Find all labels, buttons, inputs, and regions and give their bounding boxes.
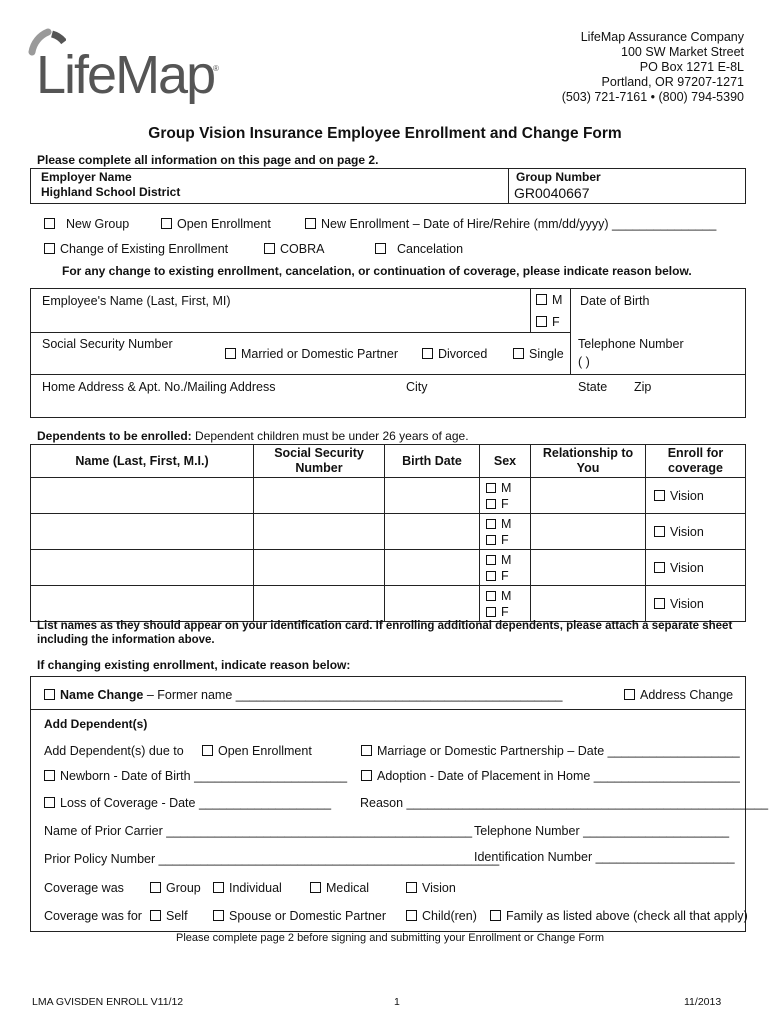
add-due-to-label: Add Dependent(s) due to <box>44 744 184 758</box>
adoption-checkbox[interactable] <box>361 770 372 781</box>
dependents-header-row <box>31 445 746 478</box>
vision-checkbox[interactable] <box>654 526 665 537</box>
company-name: LifeMap Assurance Company <box>580 30 744 44</box>
coverage-self-checkbox[interactable] <box>150 910 161 921</box>
change-existing-option[interactable]: Change of Existing Enrollment <box>44 242 228 256</box>
vision-checkbox[interactable] <box>654 598 665 609</box>
marriage-checkbox[interactable] <box>361 745 372 756</box>
cobra-option[interactable]: COBRA <box>264 242 324 256</box>
dependent-dob-cell[interactable] <box>385 550 480 586</box>
table-row <box>31 514 746 550</box>
form-title: Group Vision Insurance Employee Enrollment and Change Form <box>148 125 622 142</box>
single-option[interactable]: Single <box>513 347 564 361</box>
new-enrollment-option[interactable]: New Enrollment – Date of Hire/Rehire (mm/dd/yyyy) _______________ <box>305 217 716 231</box>
coverage-group-option[interactable]: Group <box>150 881 201 895</box>
divorced-checkbox[interactable] <box>422 348 433 359</box>
telephone-parens: ( ) <box>578 355 590 369</box>
vision-checkbox[interactable] <box>654 490 665 501</box>
dependent-enroll-cell[interactable]: Vision <box>646 478 746 514</box>
dependent-ssn-cell[interactable] <box>254 514 385 550</box>
dependent-dob-cell[interactable] <box>385 514 480 550</box>
table-row <box>31 550 746 586</box>
coverage-spouse-option[interactable]: Spouse or Domestic Partner <box>213 909 386 923</box>
table-row <box>31 586 746 622</box>
dependent-sex-cell <box>480 586 531 622</box>
open-enrollment-option[interactable]: Open Enrollment <box>161 217 271 231</box>
coverage-self-option[interactable]: Self <box>150 909 188 923</box>
ssn-label: Social Security Number <box>42 337 173 351</box>
employee-sex-m[interactable]: M <box>536 293 562 307</box>
coverage-for-label: Coverage was for <box>44 909 142 923</box>
page-number: 1 <box>394 996 400 1008</box>
coverage-group-checkbox[interactable] <box>150 882 161 893</box>
dependent-enroll-cell[interactable]: Vision <box>646 550 746 586</box>
prior-carrier-field[interactable]: Name of Prior Carrier ____________________________________________ <box>44 824 473 838</box>
add-dependents-heading: Add Dependent(s) <box>44 717 148 731</box>
dependent-enroll-cell[interactable]: Vision <box>646 586 746 622</box>
address-change-option[interactable]: Address Change <box>624 688 733 702</box>
dependent-name-cell[interactable] <box>31 514 254 550</box>
coverage-family-checkbox[interactable] <box>490 910 501 921</box>
open-enrollment-checkbox[interactable] <box>161 218 172 229</box>
cobra-checkbox[interactable] <box>264 243 275 254</box>
complete-page2-note: Please complete page 2 before signing and submitting your Enrollment or Change Form <box>175 932 605 944</box>
add-open-enrollment-option[interactable]: Open Enrollment <box>202 744 312 758</box>
col-enroll: Enroll for coverage <box>646 445 746 478</box>
form-date: 11/2013 <box>684 996 722 1008</box>
dependent-relationship-cell[interactable] <box>531 478 646 514</box>
company-address <box>562 30 744 105</box>
change-heading: If changing existing enrollment, indicate reason below: <box>37 658 351 672</box>
coverage-individual-checkbox[interactable] <box>213 882 224 893</box>
single-checkbox[interactable] <box>513 348 524 359</box>
form-id: LMA GVISDEN ENROLL V11/12 <box>32 996 184 1008</box>
dependent-m-checkbox[interactable] <box>486 483 496 493</box>
coverage-medical-option[interactable]: Medical <box>310 881 369 895</box>
col-name: Name (Last, First, M.I.) <box>31 445 254 478</box>
dependent-f-checkbox[interactable] <box>486 571 496 581</box>
dependent-sex-f[interactable]: F <box>486 496 530 512</box>
dependent-enroll-cell[interactable]: Vision <box>646 514 746 550</box>
company-logo <box>26 26 226 106</box>
dependent-f-checkbox[interactable] <box>486 499 496 509</box>
loss-coverage-option[interactable]: Loss of Coverage - Date ___________________ <box>44 796 331 810</box>
coverage-family-option[interactable]: Family as listed above (check all that apply) <box>490 909 748 923</box>
name-change-checkbox[interactable] <box>44 689 55 700</box>
employer-value[interactable]: Highland School District <box>41 185 181 199</box>
group-number-value[interactable]: GR0040667 <box>514 185 590 201</box>
state-label: State <box>578 380 608 394</box>
dependent-f-checkbox[interactable] <box>486 535 496 545</box>
dependent-relationship-cell[interactable] <box>531 586 646 622</box>
new-enrollment-checkbox[interactable] <box>305 218 316 229</box>
loss-coverage-checkbox[interactable] <box>44 797 55 808</box>
col-ssn: Social Security Number <box>254 445 385 478</box>
coverage-was-label: Coverage was <box>44 881 124 895</box>
divorced-option[interactable]: Divorced <box>422 347 487 361</box>
reason-field[interactable]: Reason ____________________________________________________ <box>360 796 769 810</box>
coverage-vision-checkbox[interactable] <box>406 882 417 893</box>
dependent-dob-cell[interactable] <box>385 586 480 622</box>
dependent-relationship-cell[interactable] <box>531 514 646 550</box>
new-group-checkbox[interactable] <box>44 218 55 229</box>
telephone-label: Telephone Number <box>578 337 684 351</box>
coverage-children-option[interactable]: Child(ren) <box>406 909 477 923</box>
dependent-sex-f[interactable]: F <box>486 604 530 620</box>
dependent-m-checkbox[interactable] <box>486 591 496 601</box>
dependents-intro: Dependents to be enrolled: Dependent children must be under 26 years of age. <box>37 429 469 443</box>
adoption-option[interactable]: Adoption - Date of Placement in Home _____________________ <box>361 769 740 783</box>
dependent-name-cell[interactable] <box>31 550 254 586</box>
dependent-sex-f[interactable]: F <box>486 532 530 548</box>
employee-name-label: Employee's Name (Last, First, MI) <box>42 294 231 308</box>
change-existing-checkbox[interactable] <box>44 243 55 254</box>
newborn-option[interactable]: Newborn - Date of Birth ______________________ <box>44 769 347 783</box>
dependent-ssn-cell[interactable] <box>254 550 385 586</box>
coverage-children-checkbox[interactable] <box>406 910 417 921</box>
col-dob: Birth Date <box>385 445 480 478</box>
dependent-sex-cell <box>480 478 531 514</box>
married-checkbox[interactable] <box>225 348 236 359</box>
employer-label: Employer Name <box>41 170 132 184</box>
dependent-sex-m[interactable]: M <box>486 480 530 496</box>
address-label: Home Address & Apt. No./Mailing Address <box>42 380 276 394</box>
dependent-ssn-cell[interactable] <box>254 478 385 514</box>
employee-m-checkbox[interactable] <box>536 294 547 305</box>
col-sex: Sex <box>480 445 531 478</box>
add-open-enrollment-checkbox[interactable] <box>202 745 213 756</box>
coverage-individual-option[interactable]: Individual <box>213 881 282 895</box>
zip-label: Zip <box>634 380 652 394</box>
company-city: Portland, OR 97207-1271 <box>601 75 744 89</box>
dependent-sex-m[interactable]: M <box>486 552 530 568</box>
form-instruction: Please complete all information on this page and on page 2. <box>37 153 379 167</box>
dependent-sex-cell <box>480 550 531 586</box>
marriage-option[interactable]: Marriage or Domestic Partnership – Date ___________________ <box>361 744 740 758</box>
dependent-dob-cell[interactable] <box>385 478 480 514</box>
employee-sex-f[interactable]: F <box>536 315 560 329</box>
group-number-label: Group Number <box>516 170 601 184</box>
dependent-sex-m[interactable]: M <box>486 516 530 532</box>
prior-telephone-field[interactable]: Telephone Number _____________________ <box>474 824 730 838</box>
dependent-sex-m[interactable]: M <box>486 588 530 604</box>
cancelation-option[interactable]: Cancelation <box>375 242 463 256</box>
prior-policy-field[interactable]: Prior Policy Number _________________________________________________ <box>44 852 500 866</box>
city-label: City <box>406 380 428 394</box>
col-relationship: Relationship to You <box>531 445 646 478</box>
newborn-checkbox[interactable] <box>44 770 55 781</box>
dependent-relationship-cell[interactable] <box>531 550 646 586</box>
married-option[interactable]: Married or Domestic Partner <box>225 347 398 361</box>
vision-checkbox[interactable] <box>654 562 665 573</box>
dependents-table <box>30 444 746 622</box>
cancelation-checkbox[interactable] <box>375 243 386 254</box>
company-pobox: PO Box 1271 E-8L <box>639 60 744 74</box>
coverage-medical-checkbox[interactable] <box>310 882 321 893</box>
dependent-name-cell[interactable] <box>31 586 254 622</box>
new-group-option[interactable]: New Group <box>44 217 129 231</box>
identification-field[interactable]: Identification Number ____________________ <box>474 850 735 864</box>
dependent-m-checkbox[interactable] <box>486 519 496 529</box>
coverage-vision-option[interactable]: Vision <box>406 881 456 895</box>
table-row <box>31 478 746 514</box>
dependent-name-cell[interactable] <box>31 478 254 514</box>
address-change-checkbox[interactable] <box>624 689 635 700</box>
dob-label: Date of Birth <box>580 294 650 308</box>
dependent-f-checkbox[interactable] <box>486 607 496 617</box>
dependent-sex-f[interactable]: F <box>486 568 530 584</box>
dependent-m-checkbox[interactable] <box>486 555 496 565</box>
employee-f-checkbox[interactable] <box>536 316 547 327</box>
dependent-sex-cell <box>480 514 531 550</box>
dependent-ssn-cell[interactable] <box>254 586 385 622</box>
enrollment-change-note: For any change to existing enrollment, cancelation, or continuation of coverage, please indicate reason below. <box>62 264 692 278</box>
logo-registered: ® <box>213 64 219 73</box>
coverage-spouse-checkbox[interactable] <box>213 910 224 921</box>
dependents-note: List names as they should appear on your identification card. If enrolling additional dependents, please attach a separate sheet including the information above. <box>37 620 733 646</box>
company-phones: (503) 721-7161 • (800) 794-5390 <box>561 90 744 104</box>
company-street: 100 SW Market Street <box>621 45 744 59</box>
name-change-option[interactable]: Name Change – Former name _______________________________________________ <box>44 688 563 702</box>
logo-wordmark: LifeMap <box>36 45 215 105</box>
